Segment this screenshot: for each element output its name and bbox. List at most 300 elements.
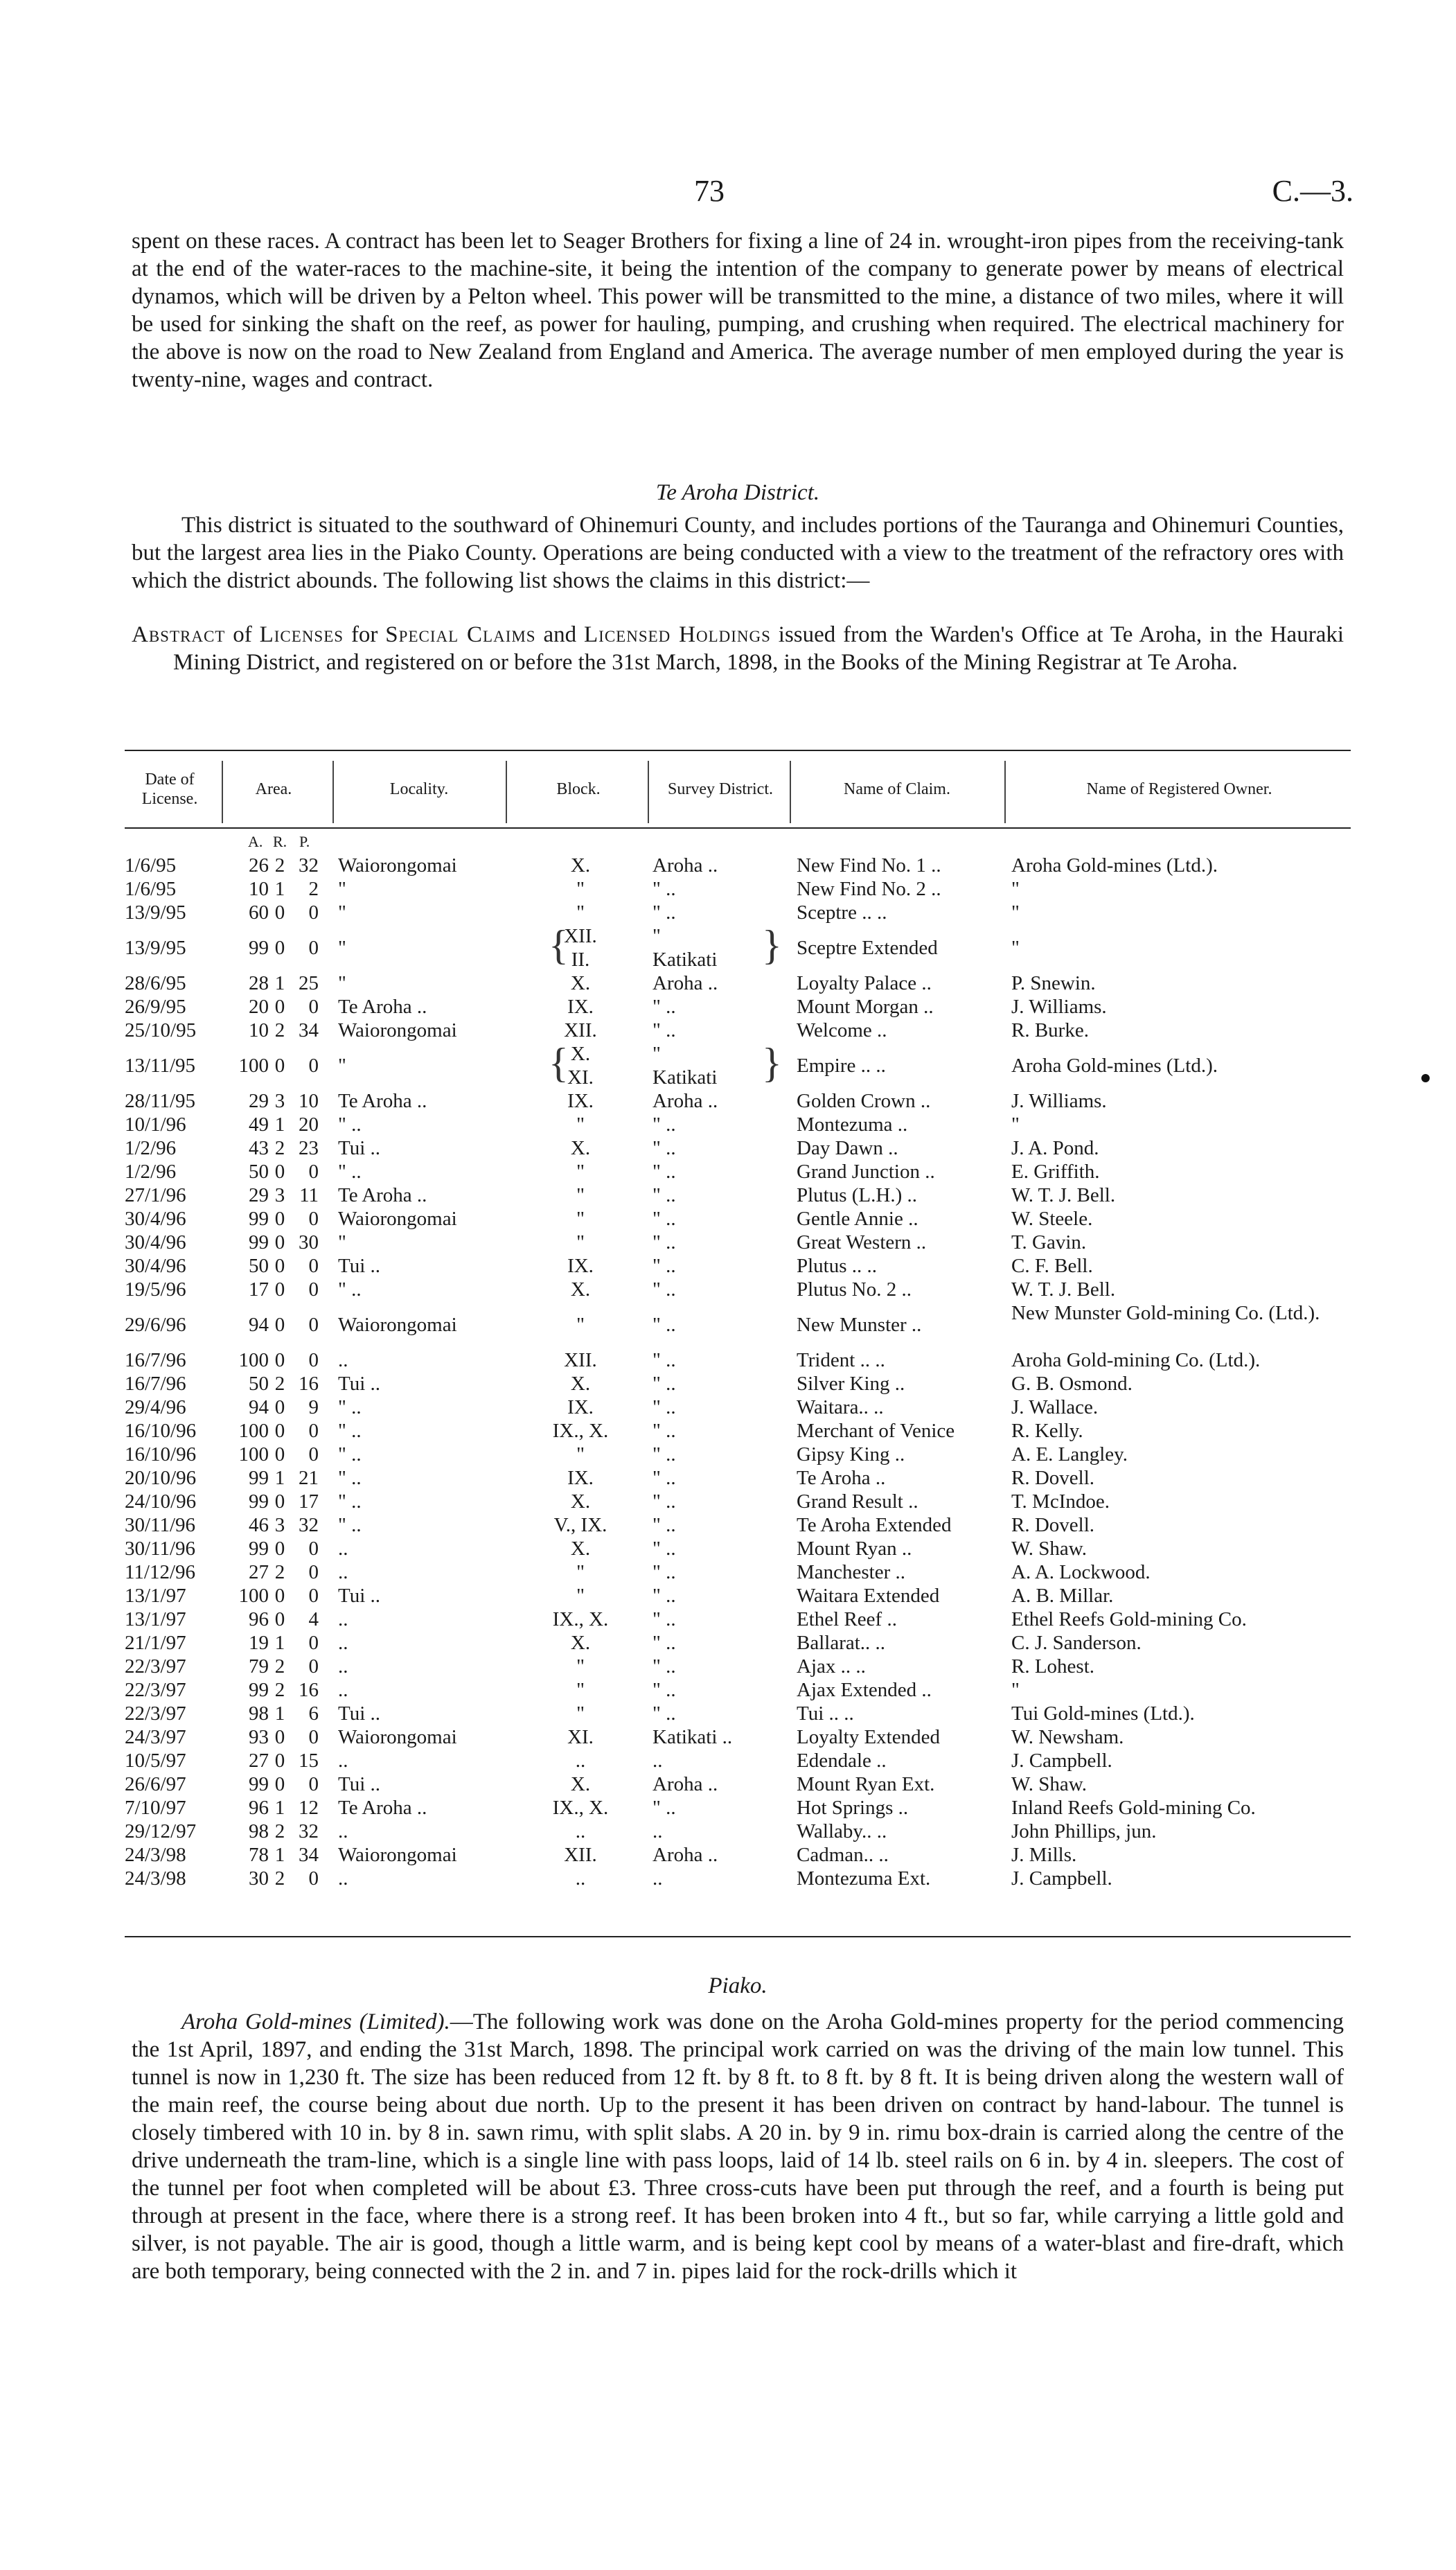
cell-claim-name: Hot Springs ..: [797, 1797, 909, 1819]
cell-owner: P. Snewin.: [1011, 972, 1096, 994]
cell-date: 16/10/96: [125, 1420, 197, 1442]
cell-date: 1/6/95: [125, 878, 177, 900]
cell-owner: Inland Reefs Gold-mining Co.: [1011, 1797, 1256, 1819]
header-claim: Name of Claim.: [844, 780, 950, 798]
cell-block: IX., X.: [552, 1420, 609, 1442]
cell-owner: C. J. Sanderson.: [1011, 1632, 1142, 1654]
table-header: [125, 751, 1351, 827]
cell-claim-name: Golden Crown ..: [797, 1090, 931, 1112]
cell-locality: " ..: [338, 1490, 362, 1513]
cell-claim-name: Trident .. ..: [797, 1349, 885, 1371]
cell-owner: J. Campbell.: [1011, 1867, 1112, 1890]
unit-acres: A.: [248, 833, 263, 850]
table-row: [125, 1702, 1351, 1725]
cell-block: IX., X.: [552, 1608, 609, 1630]
cell-roods: 0: [274, 1396, 285, 1418]
cell-owner: A. B. Millar.: [1011, 1585, 1114, 1607]
cell-block: IX.: [567, 1467, 594, 1489]
cell-perches: 16: [299, 1373, 319, 1395]
cell-claim-name: New Find No. 1 ..: [797, 854, 941, 877]
abstract-rest: issued from the Warden's Office at Te Aroha, in the Hauraki Mining District, and registered on or before the 31st March, 1898, in the Books of the Mining Registrar at Te Aroha.: [173, 622, 1344, 675]
cell-locality: ..: [338, 1608, 348, 1630]
brace-left: {: [549, 922, 569, 968]
cell-claim-name: New Find No. 2 ..: [797, 878, 941, 900]
document-reference: C.—3.: [1272, 174, 1353, 208]
cell-survey-district: Aroha ..: [652, 972, 718, 994]
table-row: [125, 901, 1351, 924]
paragraph-text: spent on these races. A contract has been let to Seager Brothers for fixing a line of 24 in. wrought-iron pipes from the receiving-tank at the end of the water-races to the machine-site, it being the intention of the company to generate power by means of electrical dynamos, which will be driven by a Pelton wheel. This power will be transmitted to the mine, a distance of two miles, where it will be used for sinking the shaft on the reef, as power for hauling, pumping, and crushing when required. The electrical machinery for the above is now on the road to New Zealand from England and America. The average number of men employed during the year is twenty-nine, wages and contract.: [132, 229, 1344, 392]
cell-claim-name: Cadman.. ..: [797, 1844, 889, 1866]
cell-locality: ..: [338, 1632, 348, 1654]
cell-owner: ": [1011, 878, 1020, 900]
cell-claim-name: Waitara.. ..: [797, 1396, 884, 1418]
cell-roods: 0: [274, 1585, 285, 1607]
table-row: [125, 1749, 1351, 1772]
abstract-word: Licenses: [259, 622, 344, 647]
cell-locality: " ..: [338, 1514, 362, 1536]
table-row: [125, 1019, 1351, 1042]
cell-block: ": [576, 1231, 585, 1253]
cell-block: X. XI.: [567, 1043, 594, 1089]
cell-claim-name: Manchester ..: [797, 1561, 906, 1583]
cell-roods: 1: [274, 1702, 285, 1725]
cell-perches: 0: [308, 1443, 319, 1466]
cell-date: 11/12/96: [125, 1561, 196, 1583]
cell-block: ": [576, 878, 585, 900]
cell-survey-district: ..: [652, 1867, 663, 1890]
cell-survey-district: " ..: [652, 1490, 676, 1513]
cell-acres: 99: [249, 1231, 269, 1253]
cell-acres: 10: [249, 1019, 269, 1041]
cell-claim-name: Montezuma Ext.: [797, 1867, 931, 1890]
cell-roods: 0: [274, 1314, 285, 1336]
cell-block: XII.: [564, 1844, 597, 1866]
table-row: [125, 1348, 1351, 1372]
cell-block: ": [576, 1679, 585, 1701]
cell-locality: ..: [338, 1349, 348, 1371]
cell-roods: 3: [274, 1090, 285, 1112]
cell-acres: 26: [249, 854, 269, 877]
abstract-word: for: [350, 622, 378, 647]
table-row: [125, 1301, 1351, 1348]
cell-date: 16/7/96: [125, 1349, 186, 1371]
cell-perches: 0: [308, 1655, 319, 1678]
cell-survey-district: " ..: [652, 996, 676, 1018]
cell-date: 29/12/97: [125, 1820, 197, 1842]
cell-date: 26/9/95: [125, 996, 186, 1018]
cell-date: 22/3/97: [125, 1655, 186, 1678]
cell-roods: 0: [274, 1255, 285, 1277]
cell-owner: R. Dovell.: [1011, 1467, 1095, 1489]
cell-locality: ..: [338, 1679, 348, 1701]
cell-roods: 1: [274, 878, 285, 900]
cell-acres: 27: [249, 1561, 269, 1583]
cell-date: 10/5/97: [125, 1750, 186, 1772]
cell-block: IX.: [567, 1396, 594, 1418]
cell-roods: 0: [274, 1490, 285, 1513]
cell-perches: 23: [299, 1137, 319, 1159]
cell-acres: 99: [249, 1467, 269, 1489]
cell-block: ": [576, 1314, 585, 1336]
cell-block: ": [576, 1114, 585, 1136]
table-row: [125, 1560, 1351, 1584]
cell-perches: 0: [308, 901, 319, 924]
cell-block: IX.: [567, 996, 594, 1018]
cell-claim-name: Gipsy King ..: [797, 1443, 905, 1466]
cell-perches: 0: [308, 1585, 319, 1607]
cell-survey-district: " ..: [652, 1373, 676, 1395]
cell-owner: W. Newsham.: [1011, 1726, 1124, 1748]
brace-right: }: [762, 1040, 782, 1086]
cell-locality: ": [338, 937, 346, 959]
table-row: [125, 971, 1351, 995]
cell-locality: ": [338, 972, 346, 994]
cell-acres: 10: [249, 878, 269, 900]
cell-block: ..: [575, 1867, 586, 1890]
table-row: [125, 1843, 1351, 1867]
header-area: Area.: [255, 780, 292, 798]
cell-locality: " ..: [338, 1420, 362, 1442]
table-row: [125, 1820, 1351, 1843]
cell-locality: ..: [338, 1820, 348, 1842]
table-body: [125, 854, 1351, 1890]
cell-locality: Tui ..: [338, 1137, 381, 1159]
cell-roods: 0: [274, 1278, 285, 1301]
cell-claim-name: Loyalty Palace ..: [797, 972, 932, 994]
cell-block: X.: [570, 854, 591, 877]
header-block: Block.: [556, 780, 601, 798]
table-row: [125, 924, 1351, 971]
cell-owner: W. Shaw.: [1011, 1773, 1087, 1795]
column-divider: [1004, 761, 1006, 823]
cell-block: ": [576, 901, 585, 924]
cell-survey-district: " ..: [652, 1561, 676, 1583]
cell-owner: Aroha Gold-mines (Ltd.).: [1011, 1055, 1218, 1077]
cell-acres: 100: [238, 1349, 269, 1371]
cell-perches: 30: [299, 1231, 319, 1253]
cell-survey-district: " ..: [652, 1420, 676, 1442]
cell-owner: W. T. J. Bell.: [1011, 1184, 1116, 1206]
cell-acres: 99: [249, 1208, 269, 1230]
abstract-caption: [132, 621, 1344, 676]
cell-roods: 1: [274, 1114, 285, 1136]
cell-survey-district: " Katikati: [652, 925, 718, 971]
cell-owner: G. B. Osmond.: [1011, 1373, 1133, 1395]
cell-perches: 0: [308, 1208, 319, 1230]
cell-claim-name: New Munster ..: [797, 1314, 922, 1336]
cell-claim-name: Mount Morgan ..: [797, 996, 934, 1018]
section-heading-piako: Piako.: [708, 1973, 767, 1998]
cell-perches: 0: [308, 1632, 319, 1654]
table-row: [125, 1655, 1351, 1678]
cell-owner: J. Campbell.: [1011, 1750, 1112, 1772]
cell-roods: 0: [274, 901, 285, 924]
cell-locality: " ..: [338, 1443, 362, 1466]
cell-survey-district: " ..: [652, 1231, 676, 1253]
ink-spot: [1421, 1074, 1430, 1082]
cell-roods: 2: [274, 1867, 285, 1890]
cell-perches: 9: [308, 1396, 319, 1418]
cell-date: 30/11/96: [125, 1514, 196, 1536]
cell-locality: ..: [338, 1750, 348, 1772]
cell-survey-district: " ..: [652, 1632, 676, 1654]
cell-owner: R. Lohest.: [1011, 1655, 1095, 1678]
paragraph-continuation: [132, 227, 1344, 394]
cell-survey-district: " ..: [652, 1396, 676, 1418]
cell-locality: ..: [338, 1655, 348, 1678]
cell-date: 30/4/96: [125, 1255, 186, 1277]
cell-owner: W. T. J. Bell.: [1011, 1278, 1116, 1301]
cell-perches: 0: [308, 1561, 319, 1583]
table-row: [125, 1725, 1351, 1749]
table-bottom-rule: [125, 1936, 1351, 1937]
cell-claim-name: Grand Junction ..: [797, 1161, 935, 1183]
cell-survey-district: " ..: [652, 1278, 676, 1301]
cell-survey-district: " ..: [652, 1137, 676, 1159]
cell-block: XI.: [567, 1726, 594, 1748]
table-row: [125, 1372, 1351, 1396]
cell-survey-district: Aroha ..: [652, 1090, 718, 1112]
cell-perches: 20: [299, 1114, 319, 1136]
cell-claim-name: Edendale ..: [797, 1750, 887, 1772]
cell-roods: 0: [274, 1055, 285, 1077]
section-heading-te-aroha: Te Aroha District.: [655, 480, 820, 505]
cell-perches: 32: [299, 1514, 319, 1536]
cell-block: ..: [575, 1820, 586, 1842]
cell-roods: 1: [274, 1467, 285, 1489]
table-row: [125, 1113, 1351, 1136]
cell-roods: 2: [274, 1373, 285, 1395]
cell-claim-name: Merchant of Venice: [797, 1420, 955, 1442]
cell-locality: Te Aroha ..: [338, 1184, 427, 1206]
cell-acres: 96: [249, 1797, 269, 1819]
cell-survey-district: " ..: [652, 1208, 676, 1230]
cell-survey-district: " ..: [652, 1184, 676, 1206]
cell-perches: 6: [308, 1702, 319, 1725]
cell-claim-name: Gentle Annie ..: [797, 1208, 918, 1230]
table-row: [125, 1443, 1351, 1466]
cell-acres: 30: [249, 1867, 269, 1890]
cell-roods: 2: [274, 1019, 285, 1041]
cell-date: 1/6/95: [125, 854, 177, 877]
brace-right: }: [762, 922, 782, 968]
cell-perches: 16: [299, 1679, 319, 1701]
cell-date: 16/10/96: [125, 1443, 197, 1466]
cell-claim-name: Ballarat.. ..: [797, 1632, 886, 1654]
cell-perches: 15: [299, 1750, 319, 1772]
cell-owner: R. Burke.: [1011, 1019, 1089, 1041]
cell-block: ..: [575, 1750, 586, 1772]
cell-acres: 29: [249, 1184, 269, 1206]
paragraph-piako: [132, 2008, 1344, 2285]
table-row: [125, 1867, 1351, 1890]
licenses-table: [125, 751, 1351, 1890]
cell-owner: ": [1011, 1679, 1020, 1701]
table-row: [125, 1678, 1351, 1702]
cell-owner: T. McIndoe.: [1011, 1490, 1110, 1513]
cell-owner: Aroha Gold-mines (Ltd.).: [1011, 854, 1218, 877]
cell-acres: 46: [249, 1514, 269, 1536]
paragraph-text: This district is situated to the southward of Ohinemuri County, and includes portions of the Tauranga and Ohinemuri Counties, but the largest area lies in the Piako County. Operations are being conducted with a view to the treatment of the refractory ores with which the district abounds. The following list shows the claims in this district:—: [132, 513, 1344, 593]
cell-acres: 50: [249, 1373, 269, 1395]
cell-block: IX.: [567, 1255, 594, 1277]
cell-perches: 0: [308, 1773, 319, 1795]
cell-roods: 2: [274, 854, 285, 877]
cell-acres: 100: [238, 1420, 269, 1442]
cell-acres: 20: [249, 996, 269, 1018]
cell-block: IX.: [567, 1090, 594, 1112]
cell-block: ": [576, 1161, 585, 1183]
table-row: [125, 1537, 1351, 1560]
cell-roods: 2: [274, 1820, 285, 1842]
table-row: [125, 1584, 1351, 1608]
cell-perches: 11: [299, 1184, 319, 1206]
cell-survey-district: Aroha ..: [652, 854, 718, 877]
cell-date: 30/4/96: [125, 1231, 186, 1253]
cell-perches: 32: [299, 1820, 319, 1842]
cell-survey-district: " ..: [652, 1467, 676, 1489]
cell-owner: C. F. Bell.: [1011, 1255, 1093, 1277]
cell-owner: New Munster Gold-mining Co. (Ltd.).: [1011, 1302, 1320, 1324]
unit-perches: P.: [299, 833, 310, 850]
cell-roods: 1: [274, 972, 285, 994]
cell-perches: 0: [308, 1726, 319, 1748]
cell-acres: 98: [249, 1702, 269, 1725]
cell-date: 13/1/97: [125, 1585, 186, 1607]
cell-locality: Te Aroha ..: [338, 1797, 427, 1819]
cell-roods: 0: [274, 996, 285, 1018]
cell-roods: 2: [274, 1655, 285, 1678]
cell-locality: Waiorongomai: [338, 1844, 457, 1866]
cell-claim-name: Plutus (L.H.) ..: [797, 1184, 917, 1206]
table-row: [125, 1419, 1351, 1443]
column-divider: [222, 761, 223, 823]
cell-locality: Tui ..: [338, 1585, 381, 1607]
cell-claim-name: Waitara Extended: [797, 1585, 940, 1607]
cell-claim-name: Ethel Reef ..: [797, 1608, 897, 1630]
cell-acres: 27: [249, 1750, 269, 1772]
cell-survey-district: Katikati ..: [652, 1726, 733, 1748]
cell-owner: J. Wallace.: [1011, 1396, 1099, 1418]
cell-perches: 0: [308, 1278, 319, 1301]
cell-owner: J. Mills.: [1011, 1844, 1077, 1866]
cell-block: X.: [570, 1490, 591, 1513]
cell-acres: 17: [249, 1278, 269, 1301]
cell-roods: 2: [274, 1561, 285, 1583]
cell-acres: 99: [249, 1773, 269, 1795]
cell-acres: 49: [249, 1114, 269, 1136]
cell-survey-district: " Katikati: [652, 1043, 718, 1089]
cell-date: 22/3/97: [125, 1679, 186, 1701]
cell-perches: 21: [299, 1467, 319, 1489]
cell-roods: 0: [274, 1161, 285, 1183]
table-row: [125, 1631, 1351, 1655]
cell-acres: 99: [249, 1538, 269, 1560]
cell-date: 28/6/95: [125, 972, 186, 994]
cell-claim-name: Silver King ..: [797, 1373, 905, 1395]
page-header: [0, 173, 1456, 215]
cell-claim-name: Ajax Extended ..: [797, 1679, 932, 1701]
cell-perches: 17: [299, 1490, 319, 1513]
cell-roods: 1: [274, 1632, 285, 1654]
cell-claim-name: Plutus .. ..: [797, 1255, 878, 1277]
cell-claim-name: Ajax .. ..: [797, 1655, 866, 1678]
cell-perches: 25: [299, 972, 319, 994]
cell-acres: 28: [249, 972, 269, 994]
cell-survey-district: " ..: [652, 1655, 676, 1678]
paragraph-district: [132, 511, 1344, 595]
cell-roods: 0: [274, 1773, 285, 1795]
cell-roods: 0: [274, 1231, 285, 1253]
cell-date: 1/2/96: [125, 1161, 177, 1183]
cell-block: ": [576, 1702, 585, 1725]
cell-perches: 0: [308, 1867, 319, 1890]
cell-date: 13/11/95: [125, 1055, 196, 1077]
cell-owner: John Phillips, jun.: [1011, 1820, 1157, 1842]
table-row: [125, 1278, 1351, 1301]
header-survey: Survey District.: [668, 780, 773, 798]
cell-survey-district: " ..: [652, 878, 676, 900]
cell-owner: ": [1011, 1114, 1020, 1136]
cell-survey-district: ..: [652, 1820, 663, 1842]
cell-date: 13/1/97: [125, 1608, 186, 1630]
abstract-word: Special Claims: [385, 622, 536, 647]
cell-perches: 2: [308, 878, 319, 900]
cell-date: 24/10/96: [125, 1490, 197, 1513]
abstract-word: Licensed Holdings: [584, 622, 771, 647]
cell-acres: 78: [249, 1844, 269, 1866]
header-date: Date of License.: [141, 771, 198, 808]
cell-date: 13/9/95: [125, 901, 186, 924]
cell-block: ": [576, 1561, 585, 1583]
column-divider: [790, 761, 791, 823]
cell-claim-name: Empire .. ..: [797, 1055, 886, 1077]
cell-perches: 0: [308, 996, 319, 1018]
cell-block: ": [576, 1443, 585, 1466]
cell-perches: 0: [308, 1161, 319, 1183]
cell-date: 24/3/98: [125, 1867, 186, 1890]
cell-roods: 0: [274, 1349, 285, 1371]
table-row: [125, 1089, 1351, 1113]
cell-block: XII.: [564, 1349, 597, 1371]
cell-roods: 0: [274, 1208, 285, 1230]
cell-survey-district: " ..: [652, 1161, 676, 1183]
cell-locality: Tui ..: [338, 1702, 381, 1725]
cell-roods: 3: [274, 1184, 285, 1206]
cell-acres: 29: [249, 1090, 269, 1112]
cell-acres: 94: [249, 1314, 269, 1336]
cell-locality: Waiorongomai: [338, 1019, 457, 1041]
cell-locality: ..: [338, 1867, 348, 1890]
cell-perches: 0: [308, 1055, 319, 1077]
cell-acres: 100: [238, 1055, 269, 1077]
cell-locality: " ..: [338, 1161, 362, 1183]
cell-owner: R. Kelly.: [1011, 1420, 1083, 1442]
cell-roods: 0: [274, 1443, 285, 1466]
cell-date: 27/1/96: [125, 1184, 186, 1206]
cell-acres: 100: [238, 1585, 269, 1607]
cell-owner: J. Williams.: [1011, 996, 1107, 1018]
cell-roods: 0: [274, 1420, 285, 1442]
cell-block: XII. II.: [564, 925, 597, 971]
cell-claim-name: Montezuma ..: [797, 1114, 908, 1136]
cell-acres: 93: [249, 1726, 269, 1748]
header-locality: Locality.: [389, 780, 449, 798]
cell-date: 16/7/96: [125, 1373, 186, 1395]
header-owner: Name of Registered Owner.: [1086, 780, 1272, 798]
table-row: [125, 877, 1351, 901]
cell-acres: 99: [249, 937, 269, 959]
